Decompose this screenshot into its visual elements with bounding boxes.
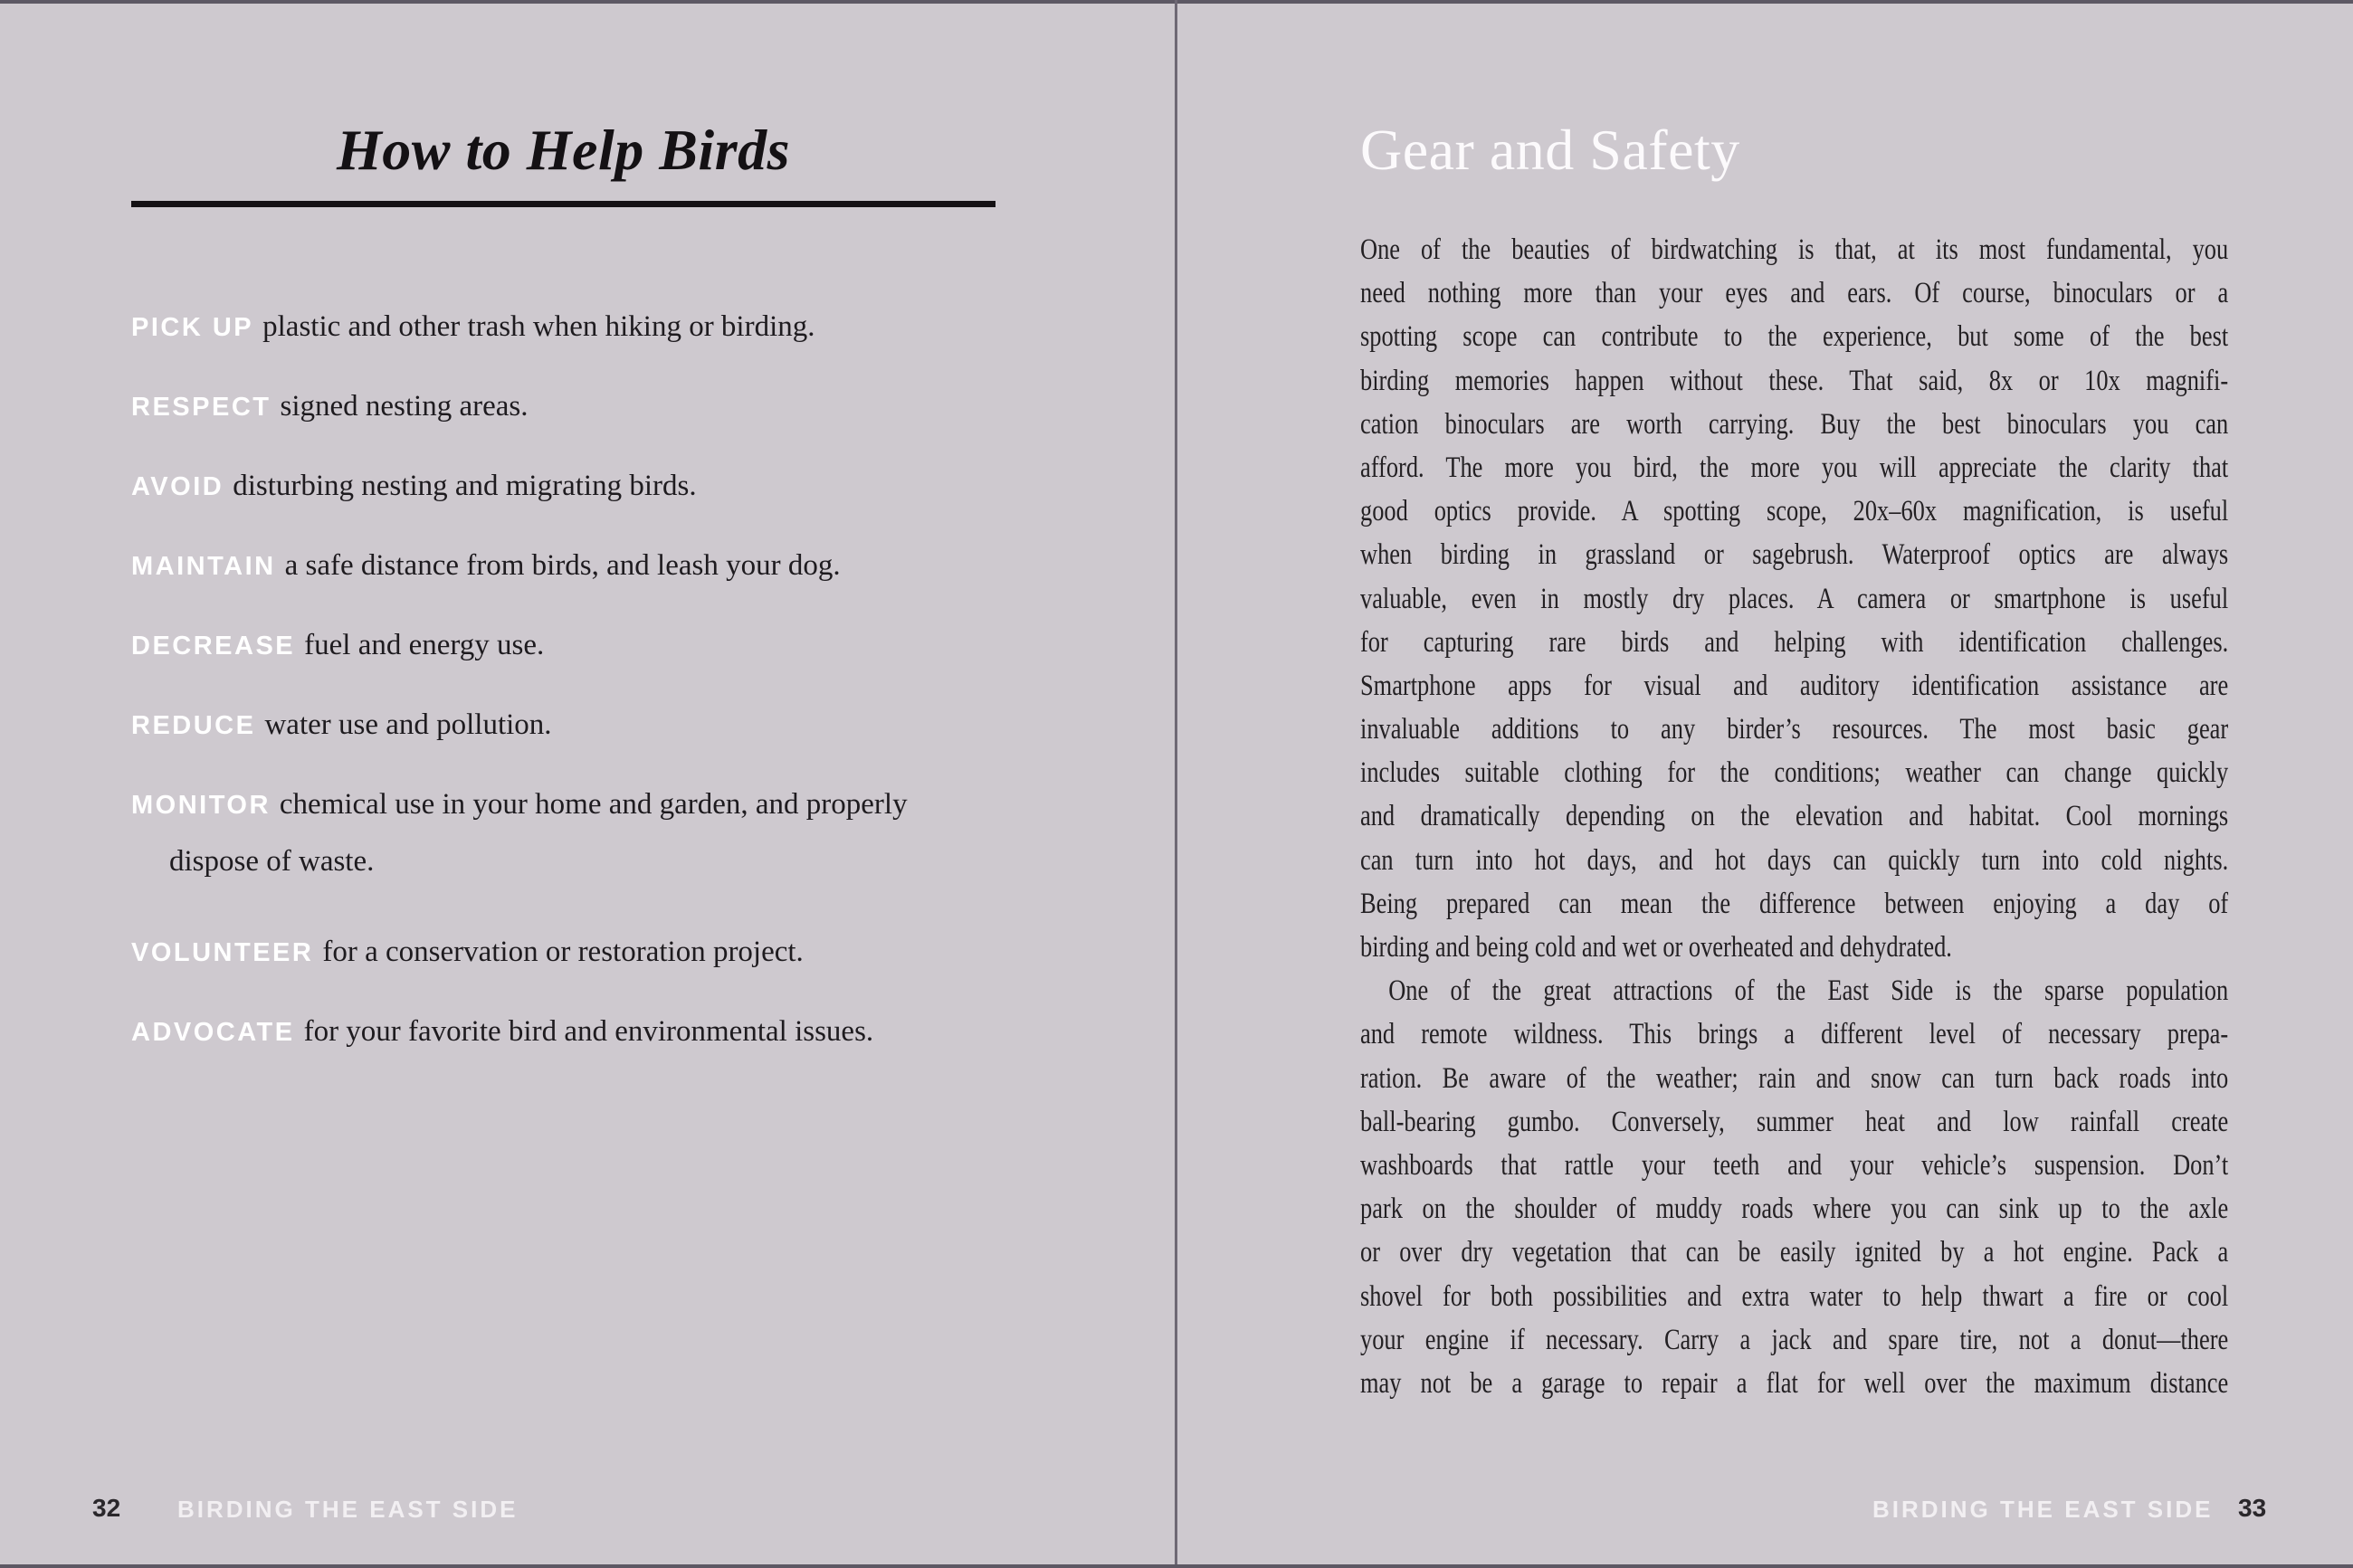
running-title: BIRDING THE EAST SIDE <box>177 1496 519 1523</box>
body-line: includes suitable clothing for the conditions; weather can change quickly <box>1360 756 2229 790</box>
right-page <box>1177 0 2353 1568</box>
tip-label: DECREASE <box>131 632 296 660</box>
body-line: invaluable additions to any birder’s resources. The most basic gear <box>1360 713 2229 746</box>
tip-label: VOLUNTEER <box>131 938 314 967</box>
tip-continuation: dispose of waste. <box>169 845 375 878</box>
body-line: and remote wildness. This brings a different level of necessary prepa- <box>1360 1018 2229 1051</box>
tip-text: water use and pollution. <box>264 708 552 741</box>
body-line: when birding in grassland or sagebrush. Waterproof optics are always <box>1360 538 2229 572</box>
tip-item <box>131 697 1081 754</box>
body-line: birding memories happen without these. That said, 8x or 10x magnifi- <box>1360 364 2229 397</box>
body-line: washboards that rattle your teeth and your vehicle’s suspension. Don’t <box>1360 1148 2229 1182</box>
tip-item <box>131 617 1081 674</box>
body-line: ration. Be aware of the weather; rain and snow can turn back roads into <box>1360 1061 2229 1095</box>
tip-item <box>131 537 1081 594</box>
body-line: can turn into hot days, and hot days can quickly turn into cold nights. <box>1360 843 2229 877</box>
body-line: birding and being cold and wet or overheated and dehydrated. <box>1360 931 1952 964</box>
body-line: need nothing more than your eyes and ears. Of course, binoculars or a <box>1360 277 2229 310</box>
page-number: 33 <box>2238 1494 2267 1522</box>
page-number: 32 <box>92 1494 121 1522</box>
tip-text: for your favorite bird and environmental issues. <box>303 1015 874 1048</box>
body-line: for capturing rare birds and helping with identification challenges. <box>1360 625 2229 659</box>
body-line: Being prepared can mean the difference between enjoying a day of <box>1360 887 2229 920</box>
body-line: your engine if necessary. Carry a jack and spare tire, not a donut—there <box>1360 1323 2229 1356</box>
tip-text: fuel and energy use. <box>304 629 545 661</box>
body-line: park on the shoulder of muddy roads where you can sink up to the axle <box>1360 1193 2229 1226</box>
tip-text: plastic and other trash when hiking or birding. <box>262 310 815 343</box>
tip-item <box>131 299 1081 356</box>
tip-item <box>131 378 1081 435</box>
tip-item <box>131 458 1081 515</box>
running-title: BIRDING THE EAST SIDE <box>1872 1496 2214 1523</box>
tip-label: ADVOCATE <box>131 1018 295 1047</box>
body-line: shovel for both possibilities and extra water to help thwart a fire or cool <box>1360 1279 2229 1313</box>
tip-label: REDUCE <box>131 711 256 740</box>
tip-label: AVOID <box>131 472 224 501</box>
body-line: Smartphone apps for visual and auditory identification assistance are <box>1360 669 2229 702</box>
tip-text: chemical use in your home and garden, and properly <box>279 788 908 821</box>
tip-item <box>131 776 1081 889</box>
body-line: or over dry vegetation that can be easily ignited by a hot engine. Pack a <box>1360 1236 2229 1269</box>
tip-label: MONITOR <box>131 791 271 820</box>
body-line: afford. The more you bird, the more you will appreciate the clarity that <box>1360 451 2229 484</box>
left-page <box>0 0 1175 1568</box>
body-line: ball-bearing gumbo. Conversely, summer heat and low rainfall create <box>1360 1105 2229 1138</box>
body-line: cation binoculars are worth carrying. Buy the best binoculars you can <box>1360 407 2229 441</box>
tip-item <box>131 1003 1081 1060</box>
bottom-edge <box>0 1564 2353 1568</box>
body-line: One of the great attractions of the East Side is the sparse population <box>1388 974 2229 1008</box>
body-line: valuable, even in mostly dry places. A camera or smartphone is useful <box>1360 582 2229 615</box>
title-rule <box>131 201 996 207</box>
tip-text: signed nesting areas. <box>280 390 529 423</box>
tip-label: PICK UP <box>131 313 254 342</box>
tip-item <box>131 924 1081 981</box>
tip-label: RESPECT <box>131 393 272 422</box>
tip-label: MAINTAIN <box>131 552 276 581</box>
tip-text: a safe distance from birds, and leash your dog. <box>284 549 841 582</box>
body-line: good optics provide. A spotting scope, 20x–60x magnification, is useful <box>1360 495 2229 528</box>
page-title: Gear and Safety <box>1360 118 1740 182</box>
page-title: How to Help Birds <box>337 118 790 182</box>
tip-text: for a conservation or restoration project. <box>322 936 804 968</box>
body-line: spotting scope can contribute to the experience, but some of the best <box>1360 320 2229 354</box>
body-text <box>1360 228 2228 1405</box>
body-line: may not be a garage to repair a flat for well over the maximum distance <box>1360 1366 2229 1400</box>
tips-list <box>131 299 1081 1083</box>
body-line: One of the beauties of birdwatching is that, at its most fundamental, you <box>1360 233 2229 266</box>
tip-text: disturbing nesting and migrating birds. <box>233 470 697 502</box>
body-line: and dramatically depending on the elevation and habitat. Cool mornings <box>1360 800 2229 833</box>
